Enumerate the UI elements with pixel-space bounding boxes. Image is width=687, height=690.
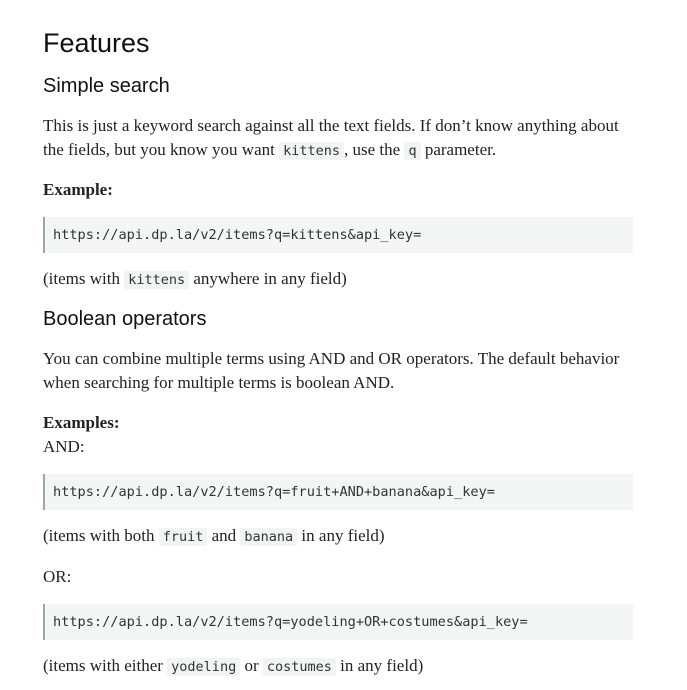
- page-title: Features: [43, 28, 150, 58]
- paragraph-text: , use the: [344, 140, 405, 159]
- examples-label: Examples:: [43, 413, 120, 432]
- inline-code-costumes: costumes: [263, 658, 336, 676]
- code-block-or[interactable]: https://api.dp.la/v2/items?q=yodeling+OR+costumes&api_key=: [43, 604, 633, 640]
- inline-code-yodeling: yodeling: [167, 658, 240, 676]
- inline-code-kittens: kittens: [124, 271, 189, 289]
- inline-code-banana: banana: [240, 528, 297, 546]
- simple-search-caption: (items with kittens anywhere in any field): [43, 269, 347, 288]
- paragraph-text: This is just a keyword search against all the text fields. If don’t know anything about the fields, but you know you want: [43, 116, 619, 159]
- or-label: OR:: [43, 567, 72, 586]
- simple-search-paragraph: [43, 114, 633, 163]
- section-heading-simple-search: Simple search: [43, 75, 170, 97]
- code-block-and[interactable]: https://api.dp.la/v2/items?q=fruit+AND+banana&api_key=: [43, 474, 633, 510]
- and-caption: (items with both fruit and banana in any field): [43, 526, 385, 545]
- paragraph-text: parameter.: [420, 140, 497, 159]
- inline-code-q: q: [404, 142, 420, 160]
- inline-code-kittens: kittens: [279, 142, 344, 160]
- and-label: AND:: [43, 437, 85, 456]
- code-block-simple-search[interactable]: https://api.dp.la/v2/items?q=kittens&api_key=: [43, 217, 633, 253]
- boolean-paragraph: You can combine multiple terms using AND and OR operators. The default behavior when searching for multiple terms is boolean AND.: [43, 349, 620, 392]
- section-heading-boolean-operators: Boolean operators: [43, 308, 207, 330]
- inline-code-fruit: fruit: [159, 528, 208, 546]
- or-caption: (items with either yodeling or costumes in any field): [43, 656, 424, 675]
- example-label: Example:: [43, 180, 113, 199]
